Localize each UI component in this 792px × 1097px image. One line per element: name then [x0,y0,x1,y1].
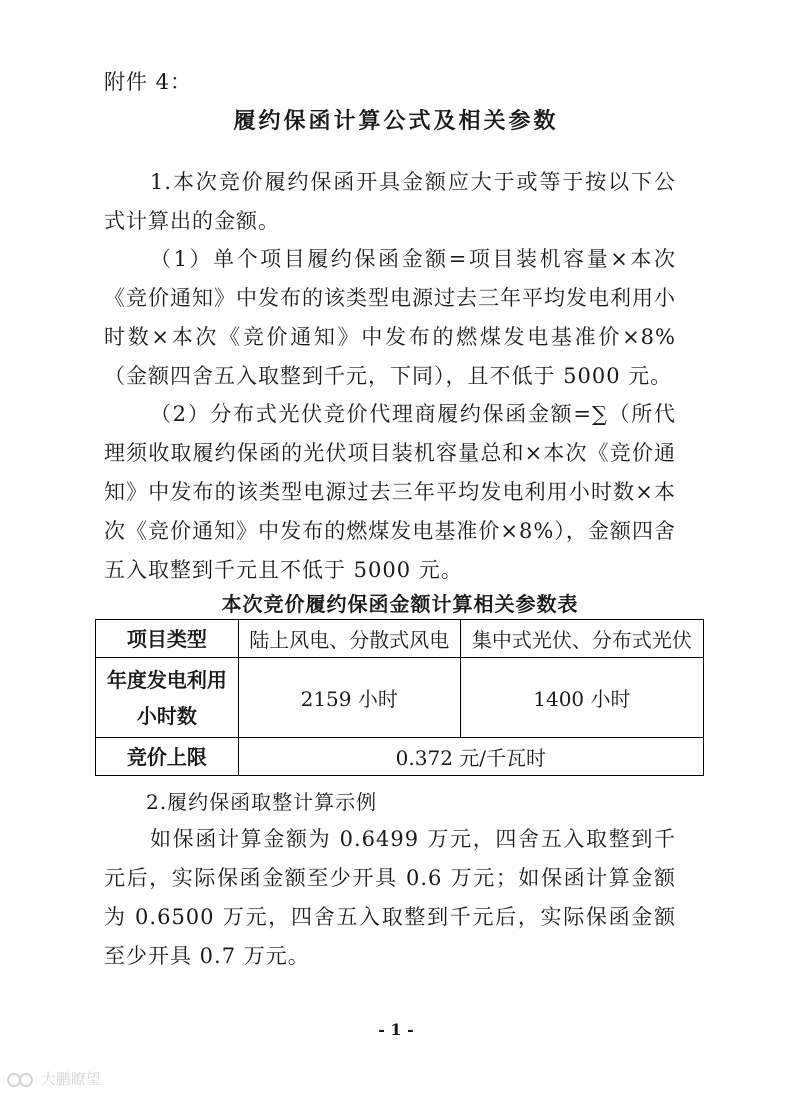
cell-price-limit: 0.372 元/千瓦时 [238,738,703,776]
row-label-limit: 竞价上限 [96,738,239,776]
paragraph-formula-1: （1）单个项目履约保函金额=项目装机容量×本次《竞价通知》中发布的该类型电源过去三年平均发电利用小时数×本次《竞价通知》中发布的燃煤发电基准价×8%（金额四舍五入取整到千元，下同），且不低于 5000 元。 [104,247,676,388]
watermark [6,1068,101,1090]
page-number: - 1 - [378,1020,414,1039]
table-title: 本次竞价履约保函金额计算相关参数表 [221,592,579,616]
table-row-hours [96,658,704,738]
table-header-row [96,620,704,658]
parameter-table [95,619,704,776]
watermark-logo-icon [6,1070,36,1090]
document-title: 履约保函计算公式及相关参数 [233,109,559,134]
paragraph-example: 如保函计算金额为 0.6499 万元，四舍五入取整到千元后，实际保函金额至少开具 0.6 万元；如保函计算金额为 0.6500 万元，四舍五入取整到千元后，实际保函金额至少开具 0.7 万元。 [104,827,677,968]
table-row-limit [96,738,704,776]
cell-solar-hours: 1400 小时 [460,658,703,738]
attachment-label: 附件 4： [104,70,193,94]
paragraph-1: 1.本次竞价履约保函开具金额应大于或等于按以下公式计算出的金额。 [104,170,676,233]
watermark-text: 大鹏瞭望 [40,1070,101,1088]
header-wind: 陆上风电、分散式风电 [238,620,460,658]
header-solar: 集中式光伏、分布式光伏 [460,620,703,658]
header-project-type: 项目类型 [96,620,239,658]
cell-wind-hours: 2159 小时 [238,658,460,738]
paragraph-formula-2: （2）分布式光伏竞价代理商履约保函金额=∑（所代理须收取履约保函的光伏项目装机容量总和×本次《竞价通知》中发布的该类型电源过去三年平均发电利用小时数×本次《竞价通知》中发布的燃煤发电基准价×8%），金额四舍五入取整到千元且不低于 5000 元。 [104,402,676,582]
row-label-hours: 年度发电利用小时数 [96,658,239,738]
section-2-title: 2.履约保函取整计算示例 [146,790,378,814]
